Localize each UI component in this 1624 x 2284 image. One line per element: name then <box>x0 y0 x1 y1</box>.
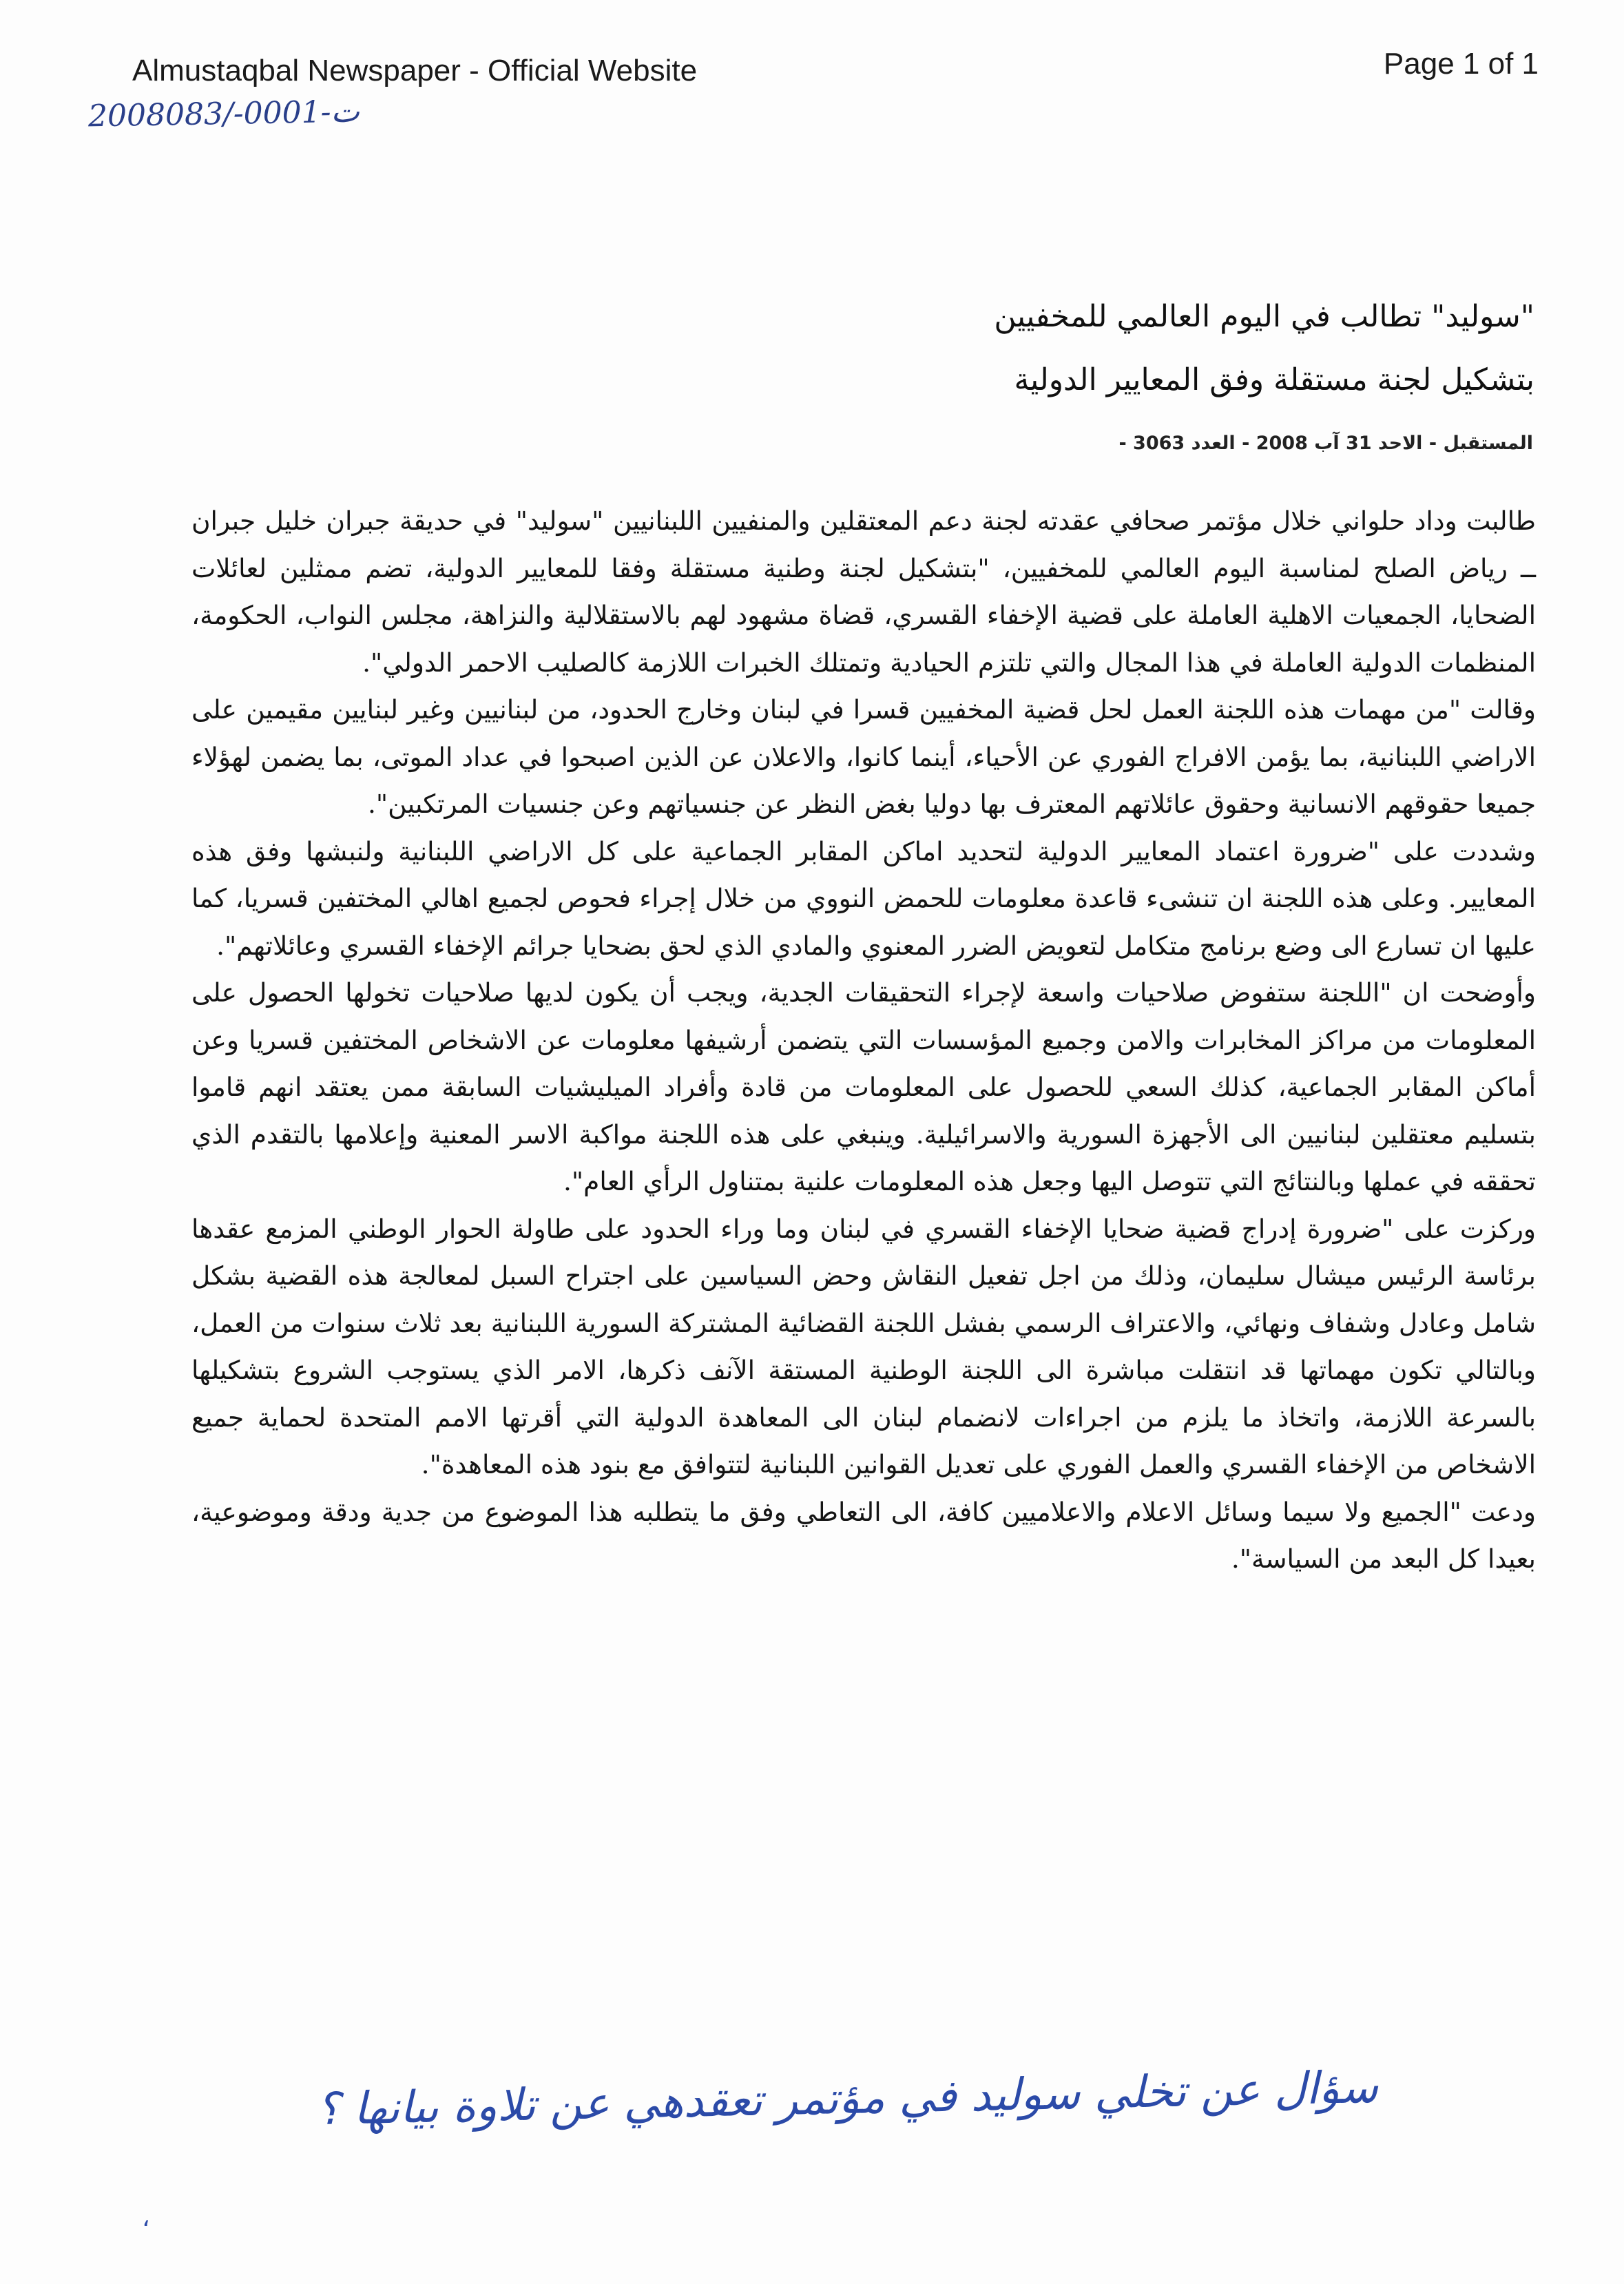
handwritten-note: سؤال عن تخلي سوليد في مؤتمر تعقدهي عن تلاوة بيانها ؟ <box>315 2062 1379 2136</box>
handwritten-reference-number: 2008083/-0001-ت <box>87 94 360 134</box>
article-paragraph: وأوضحت ان "اللجنة ستفوض صلاحيات واسعة لإجراء التحقيقات الجدية، ويجب أن يكون لديها صلاحيات تخولها الحصول على المعلومات من مراكز المخابرات والامن وجميع المؤسسات التي يتضمن أرشيفها معلومات عن الاشخاص المختفين قسريا وعن أماكن المقابر الجماعية، كذلك السعي للحصول على المعلومات من قادة وأفراد الميليشيات السابقة ممن يعتقد انهم قاموا بتسليم معتقلين لبنانيين الى الأجهزة السورية والاسرائيلية. وينبغي على هذه اللجنة مواكبة الاسر المعنية وإعلامها بالتقدم الذي تحققه في عملها وبالنتائج التي تتوصل اليها وجعل هذه المعلومات علنية بمتناول الرأي العام". <box>191 977 1536 1196</box>
website-header: Almustaqbal Newspaper - Official Website <box>132 54 698 87</box>
page-number: Page 1 of 1 <box>1383 47 1539 81</box>
article-paragraph: وركزت على "ضرورة إدراج قضية ضحايا الإخفاء القسري في لبنان وما وراء الحدود على طاولة الحوار الوطني المزمع عقدها برئاسة الرئيس ميشال سليمان، وذلك من اجل تفعيل النقاش وحض السياسين على اجتراح السبل لمعالجة هذه القضية بشكل شامل وعادل وشفاف ونهائي، والاعتراف الرسمي بفشل اللجنة القضائية المشتركة السورية اللبنانية بعد ثلاث سنوات من العمل، وبالتالي تكون مهماتها قد انتقلت مباشرة الى اللجنة الوطنية المستقة الآنف ذكرها، الامر الذي يستوجب الشروع بتشكيلها بالسرعة اللازمة، واتخاذ ما يلزم من اجراءات لانضمام لبنان الى المعاهدة الدولية التي أقرتها الامم المتحدة لحماية جميع الاشخاص من الإخفاء القسري والعمل الفوري على تعديل القوانين اللبنانية لتتوافق مع بنود هذه المعاهدة". <box>191 1213 1537 1480</box>
handwritten-tick-mark: ، <box>142 2204 150 2232</box>
article-paragraph: وقالت "من مهمات هذه اللجنة العمل لحل قضية المخفيين قسرا في لبنان وخارج الحدود، من لبنانيين وغير لبنايين مقيمين على الاراضي اللبنانية، بما يؤمن الافراج الفوري عن الأحياء، أينما كانوا، والاعلان عن الذين اصبحوا في عداد الموتى، بما يضمن لهؤلاء جميعا حقوقهم الانسانية وحقوق عائلاتهم المعترف بها دوليا بغض النظر عن جنسياتهم وعن جنسيات المرتكبين". <box>191 694 1536 819</box>
article-meta: المستقبل - الاحد 31 آب 2008 - العدد 3063 - <box>1118 433 1533 454</box>
article-paragraph: وشددت على "ضرورة اعتماد المعايير الدولية لتحديد اماكن المقابر الجماعية على كل الاراضي اللبنانية ولنبشها وفق هذه المعايير. وعلى هذه اللجنة ان تنشىء قاعدة معلومات للحمض النووي من خلال إجراء فحوص لجميع اهالي المختفين قسريا، كما عليها ان تسارع الى وضع برنامج متكامل لتعويض الضرر المعنوي والمادي الذي لحق بضحايا جرائم الإخفاء القسري وعائلاتهم". <box>191 835 1536 961</box>
article-paragraph: ودعت "الجميع ولا سيما وسائل الاعلام والاعلاميين كافة، الى التعاطي وفق ما يتطلبه هذا الموضوع من جدية ودقة وموضوعية، بعيدا كل البعد من السياسة". <box>191 1496 1536 1574</box>
article-title-line-2: بتشكيل لجنة مستقلة وفق المعايير الدولية <box>1014 362 1534 398</box>
article-paragraph: طالبت وداد حلواني خلال مؤتمر صحافي عقدته لجنة دعم المعتقلين والمنفيين اللبنانيين "سوليد" في حديقة جبران خليل جبران ــ رياض الصلح لمناسبة اليوم العالمي للمخفيين، "بتشكيل لجنة وطنية مستقلة وفقا للمعايير الدولية، تضم ممثلين لعائلات الضحايا، الجمعيات الاهلية العاملة على قضية الإخفاء القسري، قضاة مشهود لهم بالاستقلالية والنزاهة، مجلس النواب، الحكومة، المنظمات الدولية العاملة في هذا المجال والتي تلتزم الحيادية وتمتلك الخبرات اللازمة كالصليب الاحمر الدولي". <box>191 506 1536 678</box>
article-body <box>191 497 1536 1583</box>
article-title-line-1: "سوليد" تطالب في اليوم العالمي للمخفيين <box>994 299 1534 335</box>
